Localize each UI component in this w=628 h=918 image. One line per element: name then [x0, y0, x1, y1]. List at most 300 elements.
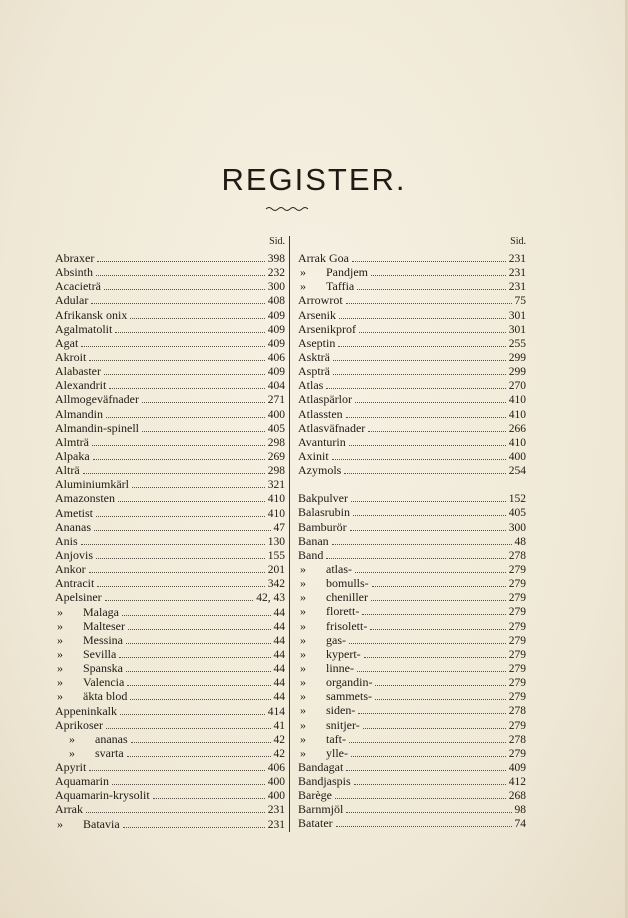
entry-name: Alexandrit — [55, 378, 107, 393]
entry-page-number: 232 — [267, 267, 285, 280]
dot-leader — [128, 620, 271, 630]
dot-leader — [349, 634, 506, 644]
entry-page-number: 48 — [514, 535, 526, 548]
entry-name: Band — [298, 547, 324, 562]
entry-page-number: 342 — [267, 578, 285, 591]
entry-page-number: 279 — [508, 592, 526, 605]
ornament-divider — [264, 204, 310, 214]
dot-leader — [142, 393, 265, 403]
entry-name: sammets- — [326, 689, 372, 704]
index-entry — [298, 816, 526, 830]
entry-name: linne- — [326, 660, 354, 675]
ditto-mark: » — [300, 660, 306, 675]
entry-name: Alpaka — [55, 448, 90, 463]
entry-page-number: 404 — [267, 380, 285, 393]
entry-page-number: 279 — [508, 634, 526, 647]
entry-page-number: 270 — [508, 380, 526, 393]
ditto-mark: » — [300, 561, 306, 576]
index-entry — [55, 279, 285, 293]
ditto-mark: » — [300, 576, 306, 591]
entry-page-number: 299 — [508, 366, 526, 379]
dot-leader — [81, 535, 265, 545]
index-entry — [298, 505, 526, 519]
entry-name: Malaga — [83, 604, 119, 619]
index-entry — [298, 703, 526, 717]
entry-name: Apelsiner — [55, 590, 102, 605]
ditto-mark: » — [57, 632, 63, 647]
index-entry — [55, 506, 285, 520]
dot-leader — [96, 507, 265, 517]
entry-name: taft- — [326, 731, 346, 746]
entry-name: Bandjaspis — [298, 774, 351, 789]
entry-page-number: 231 — [508, 281, 526, 294]
dot-leader — [105, 591, 254, 601]
entry-page-number: 409 — [267, 323, 285, 336]
ditto-mark: » — [300, 646, 306, 661]
entry-name: Taffia — [326, 279, 355, 294]
dot-leader — [93, 450, 265, 460]
entry-page-number: 279 — [508, 578, 526, 591]
ditto-mark: » — [300, 745, 306, 760]
entry-name: atlas- — [326, 561, 352, 576]
dot-leader — [122, 606, 271, 616]
index-entry — [298, 251, 526, 265]
dot-leader — [127, 747, 271, 757]
dot-leader — [118, 492, 265, 502]
entry-name: Agalmatolit — [55, 321, 113, 336]
index-entry — [55, 619, 285, 633]
dot-leader — [104, 365, 265, 375]
dot-leader — [346, 803, 511, 813]
entry-page-number: 42, 43 — [256, 592, 285, 605]
dot-leader — [346, 294, 512, 304]
entry-name: cheniller — [326, 590, 368, 605]
index-entry — [55, 562, 285, 576]
dot-leader — [357, 280, 505, 290]
ditto-mark: » — [300, 279, 306, 294]
entry-name: Afrikansk onix — [55, 307, 128, 322]
dot-leader — [349, 733, 506, 743]
entry-name: Alträ — [55, 463, 80, 478]
entry-page-number: 201 — [267, 564, 285, 577]
index-entry — [55, 534, 285, 548]
dot-leader — [127, 676, 270, 686]
entry-name: Bandagat — [298, 759, 344, 774]
entry-name: Messina — [83, 632, 123, 647]
index-entry — [298, 265, 526, 279]
entry-list — [298, 251, 526, 831]
entry-name: Arsenik — [298, 307, 336, 322]
entry-name: ananas — [95, 731, 128, 746]
entry-name: Axinit — [298, 448, 329, 463]
dot-leader — [344, 464, 505, 474]
ditto-mark: » — [57, 661, 63, 676]
entry-name: Barnmjöl — [298, 802, 344, 817]
index-entry — [55, 788, 285, 802]
page-header-label: Sid. — [269, 236, 285, 247]
index-entry — [298, 463, 526, 477]
entry-name: Atlasväfnader — [298, 420, 366, 435]
index-entry — [55, 407, 285, 421]
entry-page-number: 75 — [514, 295, 526, 308]
entry-page-number: 405 — [508, 507, 526, 520]
dot-leader — [89, 563, 265, 573]
entry-page-number: 400 — [267, 790, 285, 803]
index-entry — [55, 605, 285, 619]
dot-leader — [339, 309, 506, 319]
index-entry — [298, 647, 526, 661]
entry-name: äkta blod — [83, 689, 128, 704]
entry-page-number: 409 — [267, 366, 285, 379]
entry-name: Batavia — [83, 816, 120, 831]
dot-leader — [130, 690, 270, 700]
entry-name: Ametist — [55, 505, 93, 520]
index-entry — [298, 378, 526, 392]
index-entry — [55, 364, 285, 378]
dot-leader — [355, 393, 506, 403]
entry-name: Agat — [55, 335, 79, 350]
entry-page-number: 231 — [508, 267, 526, 280]
index-entry — [55, 477, 285, 491]
dot-leader — [109, 379, 264, 389]
dot-leader — [338, 337, 505, 347]
entry-page-number: 152 — [508, 493, 526, 506]
dot-leader — [333, 351, 506, 361]
dot-leader — [126, 634, 271, 644]
entry-name: Bamburör — [298, 519, 347, 534]
entry-page-number: 279 — [508, 648, 526, 661]
index-entry — [55, 704, 285, 718]
ditto-mark: » — [300, 675, 306, 690]
dot-leader — [112, 775, 265, 785]
entry-name: gas- — [326, 632, 346, 647]
entry-page-number: 266 — [508, 422, 526, 435]
entry-name: Abraxer — [55, 251, 95, 265]
entry-page-number: 279 — [508, 563, 526, 576]
index-entry — [298, 392, 526, 406]
entry-page-number: 400 — [508, 450, 526, 463]
ditto-mark: » — [300, 604, 306, 619]
entry-name: Ankor — [55, 562, 86, 577]
entry-page-number: 279 — [508, 691, 526, 704]
entry-page-number: 410 — [267, 493, 285, 506]
index-entry — [55, 590, 285, 604]
ditto-mark: » — [57, 604, 63, 619]
ditto-mark: » — [57, 689, 63, 704]
ditto-mark: » — [57, 646, 63, 661]
index-entry — [298, 633, 526, 647]
entry-page-number: 278 — [508, 705, 526, 718]
entry-name: Aprikoser — [55, 717, 103, 732]
dot-leader — [346, 408, 506, 418]
index-entry — [55, 689, 285, 703]
dot-leader — [131, 733, 271, 743]
dot-leader — [86, 803, 265, 813]
entry-name: Barège — [298, 788, 332, 803]
entry-name: Arrak Goa — [298, 251, 349, 265]
index-entry — [298, 675, 526, 689]
dot-leader — [362, 605, 505, 615]
dot-leader — [332, 450, 506, 460]
dot-leader — [371, 591, 506, 601]
index-entry — [298, 746, 526, 760]
dot-leader — [81, 337, 264, 347]
entry-name: Sevilla — [83, 646, 117, 661]
entry-name: Almandin — [55, 406, 103, 421]
dot-leader — [96, 266, 265, 276]
entry-page-number: 231 — [267, 818, 285, 831]
index-entry — [298, 407, 526, 421]
entry-name: Aquamarin-krysolit — [55, 788, 150, 803]
index-entry — [55, 265, 285, 279]
entry-name: Ananas — [55, 519, 91, 534]
column-divider — [289, 236, 290, 832]
index-entry — [298, 604, 526, 618]
index-entry — [55, 378, 285, 392]
dot-leader — [346, 761, 505, 771]
index-entry — [55, 647, 285, 661]
dot-leader — [355, 563, 506, 573]
index-entry — [55, 251, 285, 265]
index-entry — [298, 732, 526, 746]
entry-page-number: 44 — [273, 691, 285, 704]
ditto-mark: » — [57, 618, 63, 633]
entry-name: Aseptin — [298, 335, 336, 350]
entry-name: Avanturin — [298, 434, 346, 449]
entry-page-number: 231 — [267, 804, 285, 817]
ditto-mark: » — [300, 632, 306, 647]
index-entry — [55, 449, 285, 463]
index-column-left — [55, 235, 285, 831]
entry-name: Pandjem — [326, 265, 368, 280]
index-entry — [298, 449, 526, 463]
entry-name: snitjer- — [326, 717, 360, 732]
entry-name: Almträ — [55, 434, 89, 449]
page-title: REGISTER. — [221, 162, 407, 197]
entry-page-number: 410 — [508, 408, 526, 421]
entry-name: ylle- — [326, 745, 348, 760]
entry-name: Akroit — [55, 349, 87, 364]
entry-page-number: 398 — [267, 253, 285, 265]
dot-leader — [357, 662, 506, 672]
index-entry — [55, 576, 285, 590]
entry-page-number: 414 — [267, 705, 285, 718]
entry-page-number: 44 — [273, 606, 285, 619]
dot-leader — [371, 266, 506, 276]
entry-page-number: 44 — [273, 663, 285, 676]
entry-name: Bakpulver — [298, 491, 348, 506]
index-entry — [55, 350, 285, 364]
dot-leader — [351, 492, 506, 502]
ditto-mark: » — [69, 731, 75, 746]
entry-name: Arrak — [55, 802, 83, 817]
page-header-label: Sid. — [510, 236, 526, 247]
entry-page-number: 279 — [508, 606, 526, 619]
entry-name: kypert- — [326, 646, 361, 661]
entry-name: Antracit — [55, 576, 95, 591]
entry-page-number: 299 — [508, 351, 526, 364]
dot-leader — [363, 719, 506, 729]
entry-name: siden- — [326, 703, 356, 718]
index-entry — [298, 336, 526, 350]
dot-leader — [349, 436, 506, 446]
entry-name: svarta — [95, 745, 124, 760]
index-entry — [55, 774, 285, 788]
entry-page-number: 155 — [267, 549, 285, 562]
dot-leader — [336, 817, 512, 827]
entry-page-number: 47 — [273, 521, 285, 534]
entry-page-number: 412 — [508, 776, 526, 789]
ditto-mark: » — [300, 265, 306, 280]
index-entry — [55, 308, 285, 322]
entry-page-number: 42 — [273, 747, 285, 760]
dot-leader — [83, 464, 265, 474]
entry-page-number: 44 — [273, 620, 285, 633]
dot-leader — [119, 648, 270, 658]
entry-page-number: 410 — [508, 436, 526, 449]
entry-page-number: 410 — [267, 507, 285, 520]
entry-page-number: 410 — [508, 394, 526, 407]
entry-page-number: 406 — [267, 762, 285, 775]
entry-name: Atlaspärlor — [298, 392, 352, 407]
entry-page-number: 405 — [267, 422, 285, 435]
entry-name: Amazonsten — [55, 491, 115, 506]
entry-page-number: 255 — [508, 337, 526, 350]
entry-page-number: 298 — [267, 465, 285, 478]
dot-leader — [350, 521, 506, 531]
dot-leader — [89, 761, 264, 771]
ditto-mark: » — [300, 618, 306, 633]
index-entry — [298, 802, 526, 816]
entry-page-number: 130 — [267, 535, 285, 548]
entry-page-number: 400 — [267, 776, 285, 789]
entry-name: Valencia — [83, 675, 125, 690]
index-entry — [55, 293, 285, 307]
dot-leader — [106, 719, 271, 729]
index-entry — [298, 293, 526, 307]
entry-page-number: 300 — [508, 521, 526, 534]
index-entry — [298, 364, 526, 378]
dot-leader — [359, 323, 506, 333]
index-entry — [298, 689, 526, 703]
entry-page-number: 44 — [273, 648, 285, 661]
index-entry — [55, 491, 285, 505]
entry-page-number: 279 — [508, 620, 526, 633]
entry-page-number: 279 — [508, 677, 526, 690]
index-entry — [298, 520, 526, 534]
dot-leader — [132, 478, 265, 488]
ditto-mark: » — [57, 675, 63, 690]
dot-leader — [89, 351, 264, 361]
index-entry — [298, 576, 526, 590]
dot-leader — [142, 422, 265, 432]
entry-page-number: 406 — [267, 351, 285, 364]
entry-name: Batater — [298, 816, 333, 831]
ditto-mark: » — [300, 689, 306, 704]
entry-name: Apyrit — [55, 760, 87, 775]
entry-name: Aluminiumkärl — [55, 477, 129, 492]
index-entry — [298, 661, 526, 675]
dot-leader — [332, 535, 512, 545]
entry-name: Arrowrot — [298, 293, 343, 308]
ditto-mark: » — [57, 816, 63, 831]
dot-leader — [375, 690, 506, 700]
index-entry — [298, 548, 526, 562]
entry-name: organdin- — [326, 675, 373, 690]
entry-page-number: 41 — [273, 719, 285, 732]
dot-leader — [352, 252, 506, 262]
index-entry — [298, 279, 526, 293]
entry-name: Adular — [55, 293, 89, 308]
dot-leader — [97, 577, 264, 587]
dot-leader — [91, 294, 264, 304]
entry-page-number: 301 — [508, 323, 526, 336]
index-entry — [298, 350, 526, 364]
entry-name: Aspträ — [298, 364, 330, 379]
dot-leader — [375, 676, 505, 686]
dot-leader — [153, 789, 265, 799]
entry-page-number: 268 — [508, 790, 526, 803]
index-entry — [55, 718, 285, 732]
dot-leader — [358, 704, 505, 714]
index-entry — [55, 463, 285, 477]
entry-name: Spanska — [83, 661, 123, 676]
entry-name: Absinth — [55, 265, 94, 280]
dot-leader — [120, 705, 265, 715]
entry-page-number: 279 — [508, 719, 526, 732]
dot-leader — [126, 662, 271, 672]
index-column-right — [298, 235, 526, 831]
index-entry — [55, 802, 285, 816]
entry-page-number: 74 — [514, 818, 526, 831]
entry-list — [55, 251, 285, 831]
index-entry — [298, 774, 526, 788]
ditto-mark: » — [300, 703, 306, 718]
dot-leader — [96, 549, 265, 559]
index-entry — [298, 322, 526, 336]
index-entry — [55, 322, 285, 336]
entry-page-number: 271 — [267, 394, 285, 407]
entry-page-number: 301 — [508, 309, 526, 322]
dot-leader — [106, 408, 265, 418]
entry-name: Azymols — [298, 463, 342, 478]
ditto-mark: » — [300, 717, 306, 732]
entry-name: Atlas — [298, 378, 324, 393]
entry-page-number: 44 — [273, 677, 285, 690]
section-gap — [298, 477, 526, 491]
entry-name: Anis — [55, 533, 78, 548]
ditto-mark: » — [300, 590, 306, 605]
dot-leader — [123, 818, 265, 828]
index-entry — [55, 817, 285, 831]
index-entry — [298, 619, 526, 633]
entry-name: Acacieträ — [55, 279, 101, 294]
index-entry — [55, 732, 285, 746]
entry-name: Appeninkalk — [55, 703, 117, 718]
entry-name: Anjovis — [55, 547, 94, 562]
index-entry — [298, 435, 526, 449]
entry-name: Balasrubin — [298, 505, 350, 520]
index-entry — [298, 421, 526, 435]
index-entry — [298, 534, 526, 548]
entry-page-number: 278 — [508, 733, 526, 746]
entry-name: Askträ — [298, 349, 330, 364]
entry-name: florett- — [326, 604, 360, 619]
dot-leader — [326, 379, 505, 389]
entry-page-number: 400 — [267, 408, 285, 421]
entry-page-number: 269 — [267, 450, 285, 463]
index-entry — [55, 435, 285, 449]
